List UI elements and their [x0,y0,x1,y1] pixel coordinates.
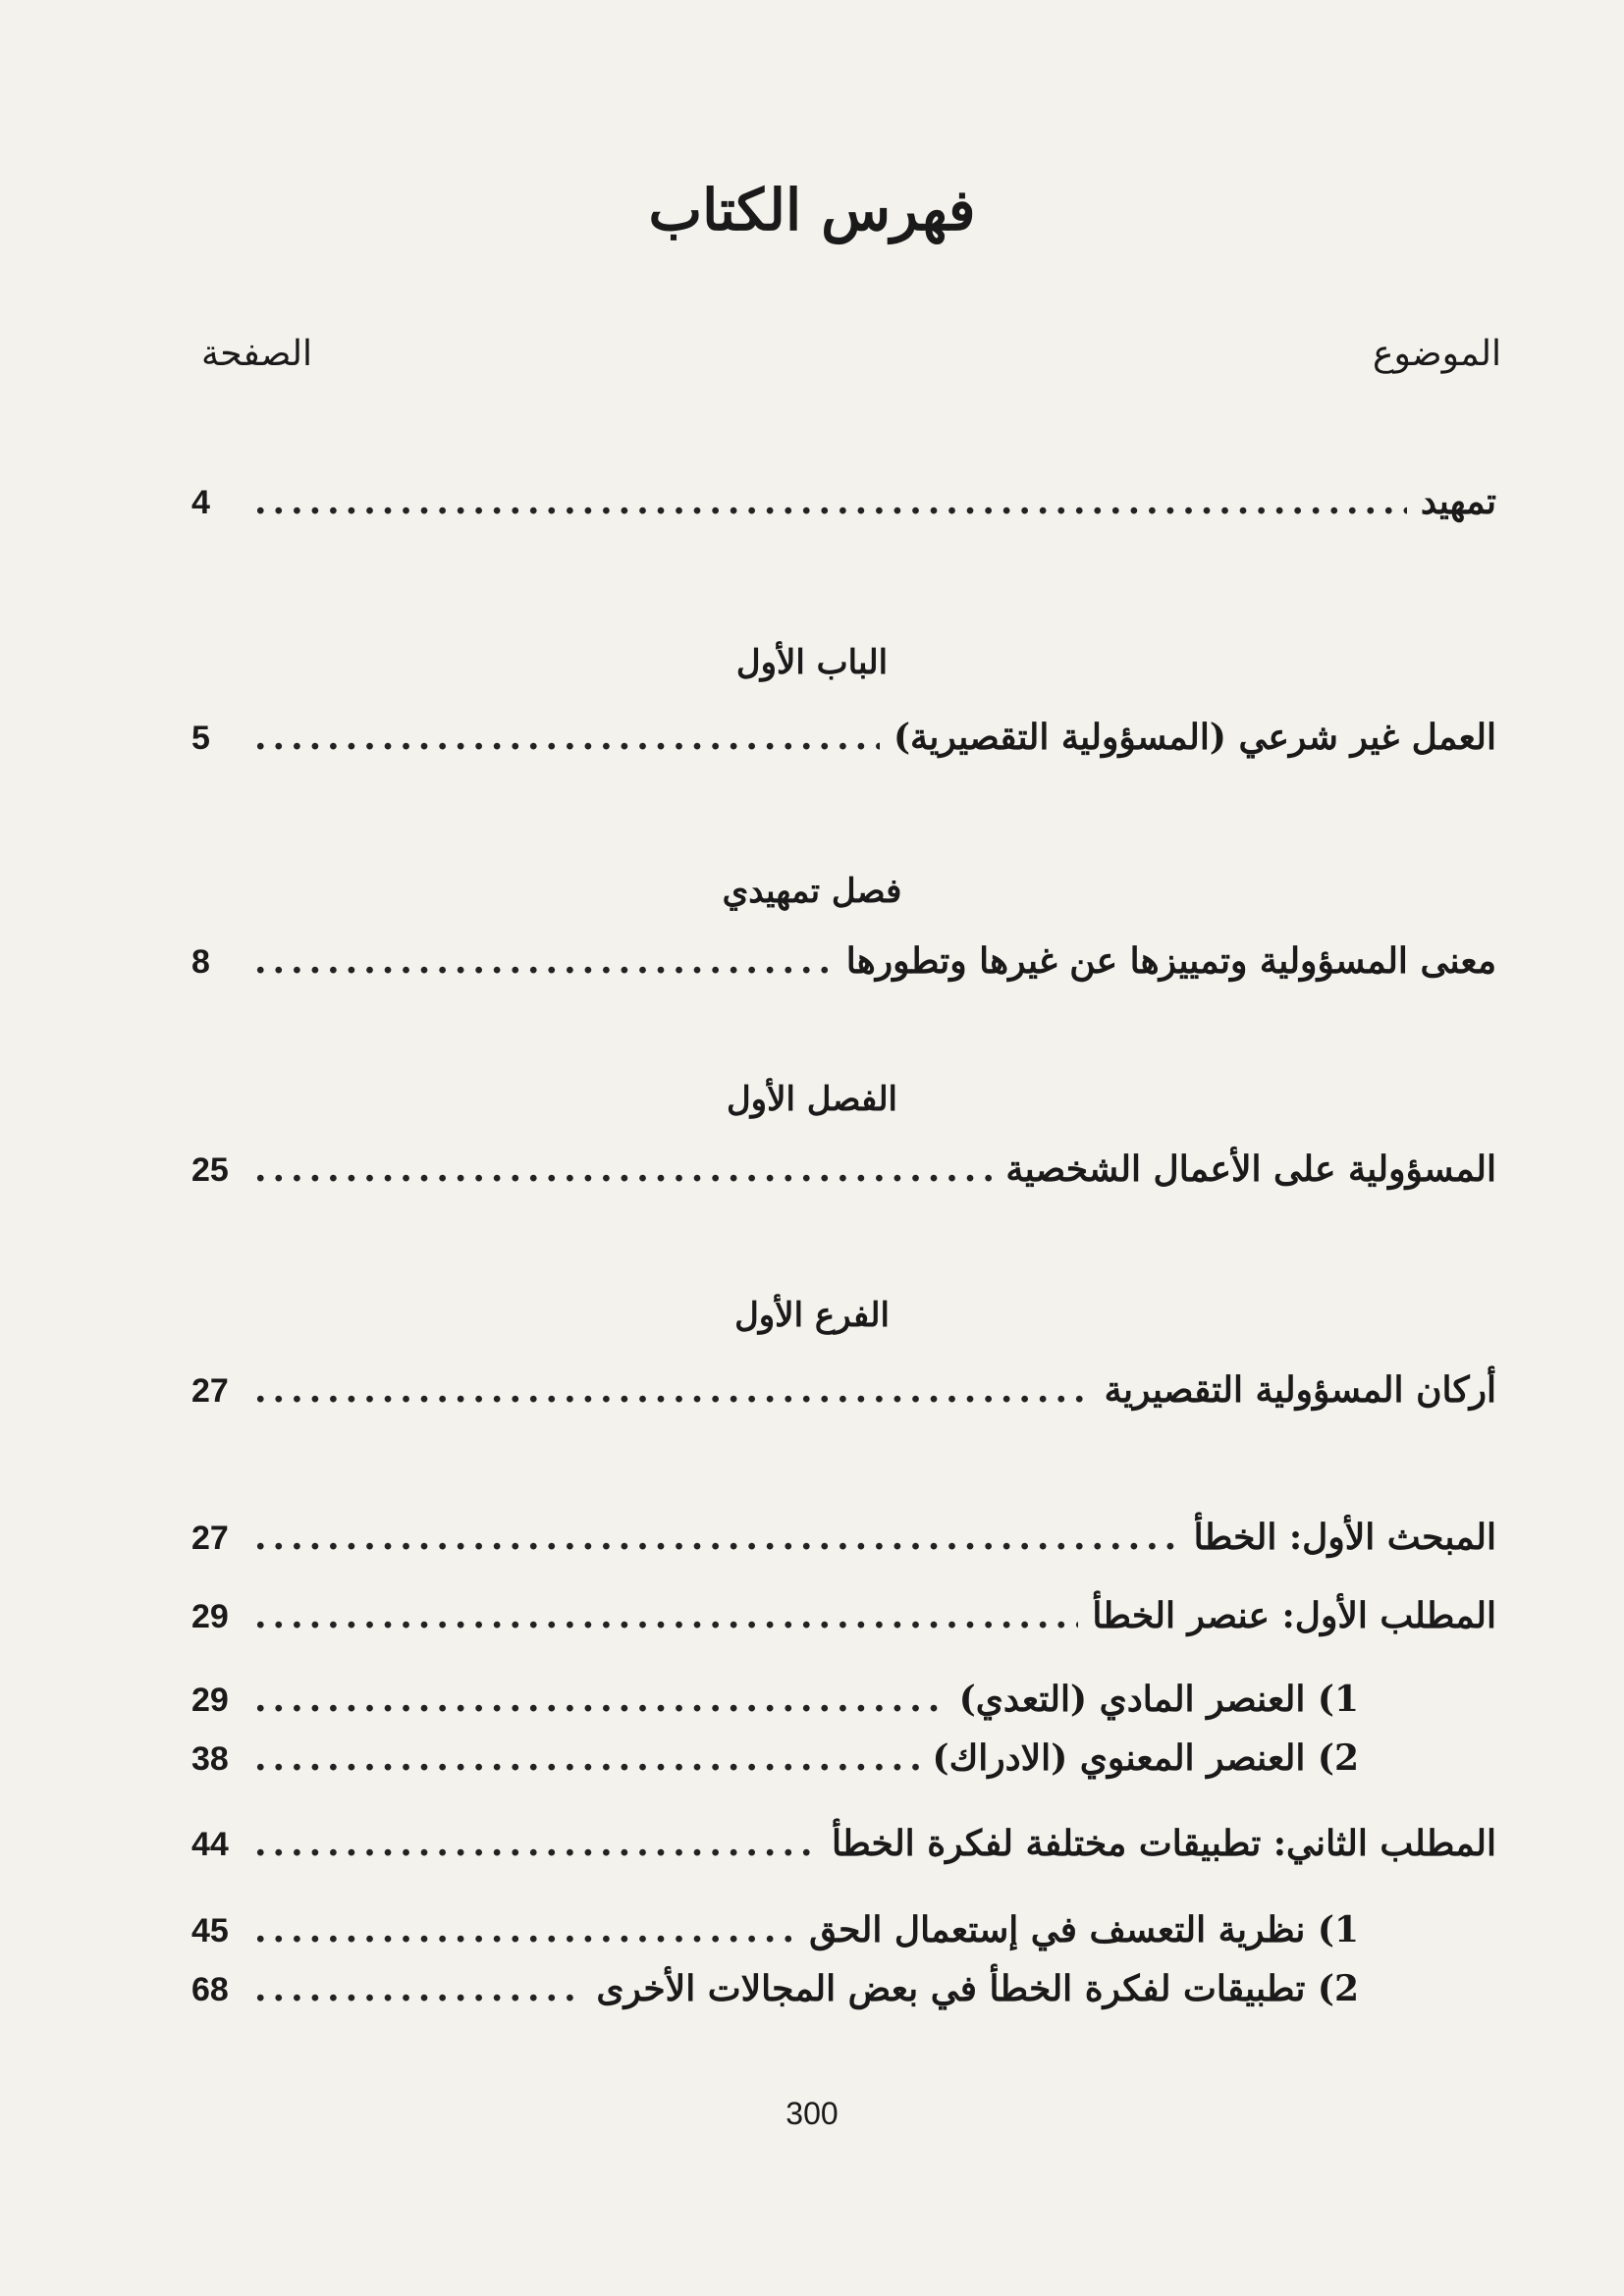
dot-leader [254,1679,946,1720]
toc-entry [191,717,1496,766]
toc-entry-label: المبحث الأول: الخطأ [1193,1517,1496,1558]
toc-entry [191,1595,1496,1644]
toc-entry-label: أركان المسؤولية التقصيرية [1104,1369,1496,1411]
toc-subentry [191,1737,1359,1787]
dot-leader [254,1369,1091,1411]
toc-entry-page: 29 [191,1682,229,1719]
toc-entry-label: 2) العنصر المعنوي (الادراك) [932,1737,1359,1779]
toc-entry [191,481,1496,530]
toc-subentry [191,1968,1359,2017]
section-heading: الباب الأول [735,643,889,682]
dot-leader [254,1823,818,1864]
toc-entry-page: 44 [191,1826,229,1863]
toc-entry [191,1369,1496,1418]
toc-entry [191,1823,1496,1872]
column-header-page: الصفحة [201,334,312,374]
dot-leader [254,1909,795,1950]
dot-leader [254,1968,582,2009]
toc-entry-page: 38 [191,1740,229,1778]
toc-entry-page: 29 [191,1598,229,1635]
toc-entry-label: المطلب الأول: عنصر الخطأ [1092,1595,1496,1636]
dot-leader [254,1595,1078,1636]
toc-entry-label: 1) العنصر المادي (التعدي) [958,1679,1359,1720]
toc-entry-page: 68 [191,1971,229,2008]
section-heading: فصل تمهيدي [722,872,902,911]
toc-entry-page: 4 [191,484,210,521]
toc-entry-label: المسؤولية على الأعمال الشخصية [1005,1148,1496,1190]
toc-subentry [191,1679,1359,1728]
toc-entry-page: 5 [191,720,210,757]
toc-entry-label: المطلب الثاني: تطبيقات مختلفة لفكرة الخطأ [831,1823,1496,1864]
dot-leader [254,717,880,758]
dot-leader [254,1517,1180,1558]
toc-entry-label: 2) تطبيقات لفكرة الخطأ في بعض المجالات الأخرى [596,1968,1359,2009]
toc-entry-label: تمهيد [1420,481,1496,522]
page-number: 300 [785,2096,839,2131]
toc-entry-page: 27 [191,1520,229,1557]
toc-entry-label: معنى المسؤولية وتمييزها عن غيرها وتطورها [845,940,1496,982]
toc-entry-page: 27 [191,1372,229,1410]
toc-subentry [191,1909,1359,1958]
toc-entry-label: العمل غير شرعي (المسؤولية التقصيرية) [893,717,1496,758]
toc-entry-page: 8 [191,943,210,981]
dot-leader [254,1737,919,1779]
column-header-topic: الموضوع [1372,334,1501,374]
dot-leader [254,1148,992,1190]
section-heading: الفصل الأول [726,1080,898,1119]
page-title: فهرس الكتاب [648,177,976,243]
dot-leader [254,940,833,982]
toc-entry-page: 45 [191,1912,229,1949]
toc-entry [191,1148,1496,1198]
toc-entry-label: 1) نظرية التعسف في إستعمال الحق [809,1909,1359,1950]
dot-leader [254,481,1407,522]
section-heading: الفرع الأول [734,1296,890,1335]
toc-entry [191,1517,1496,1566]
toc-entry [191,940,1496,989]
toc-entry-page: 25 [191,1151,229,1189]
